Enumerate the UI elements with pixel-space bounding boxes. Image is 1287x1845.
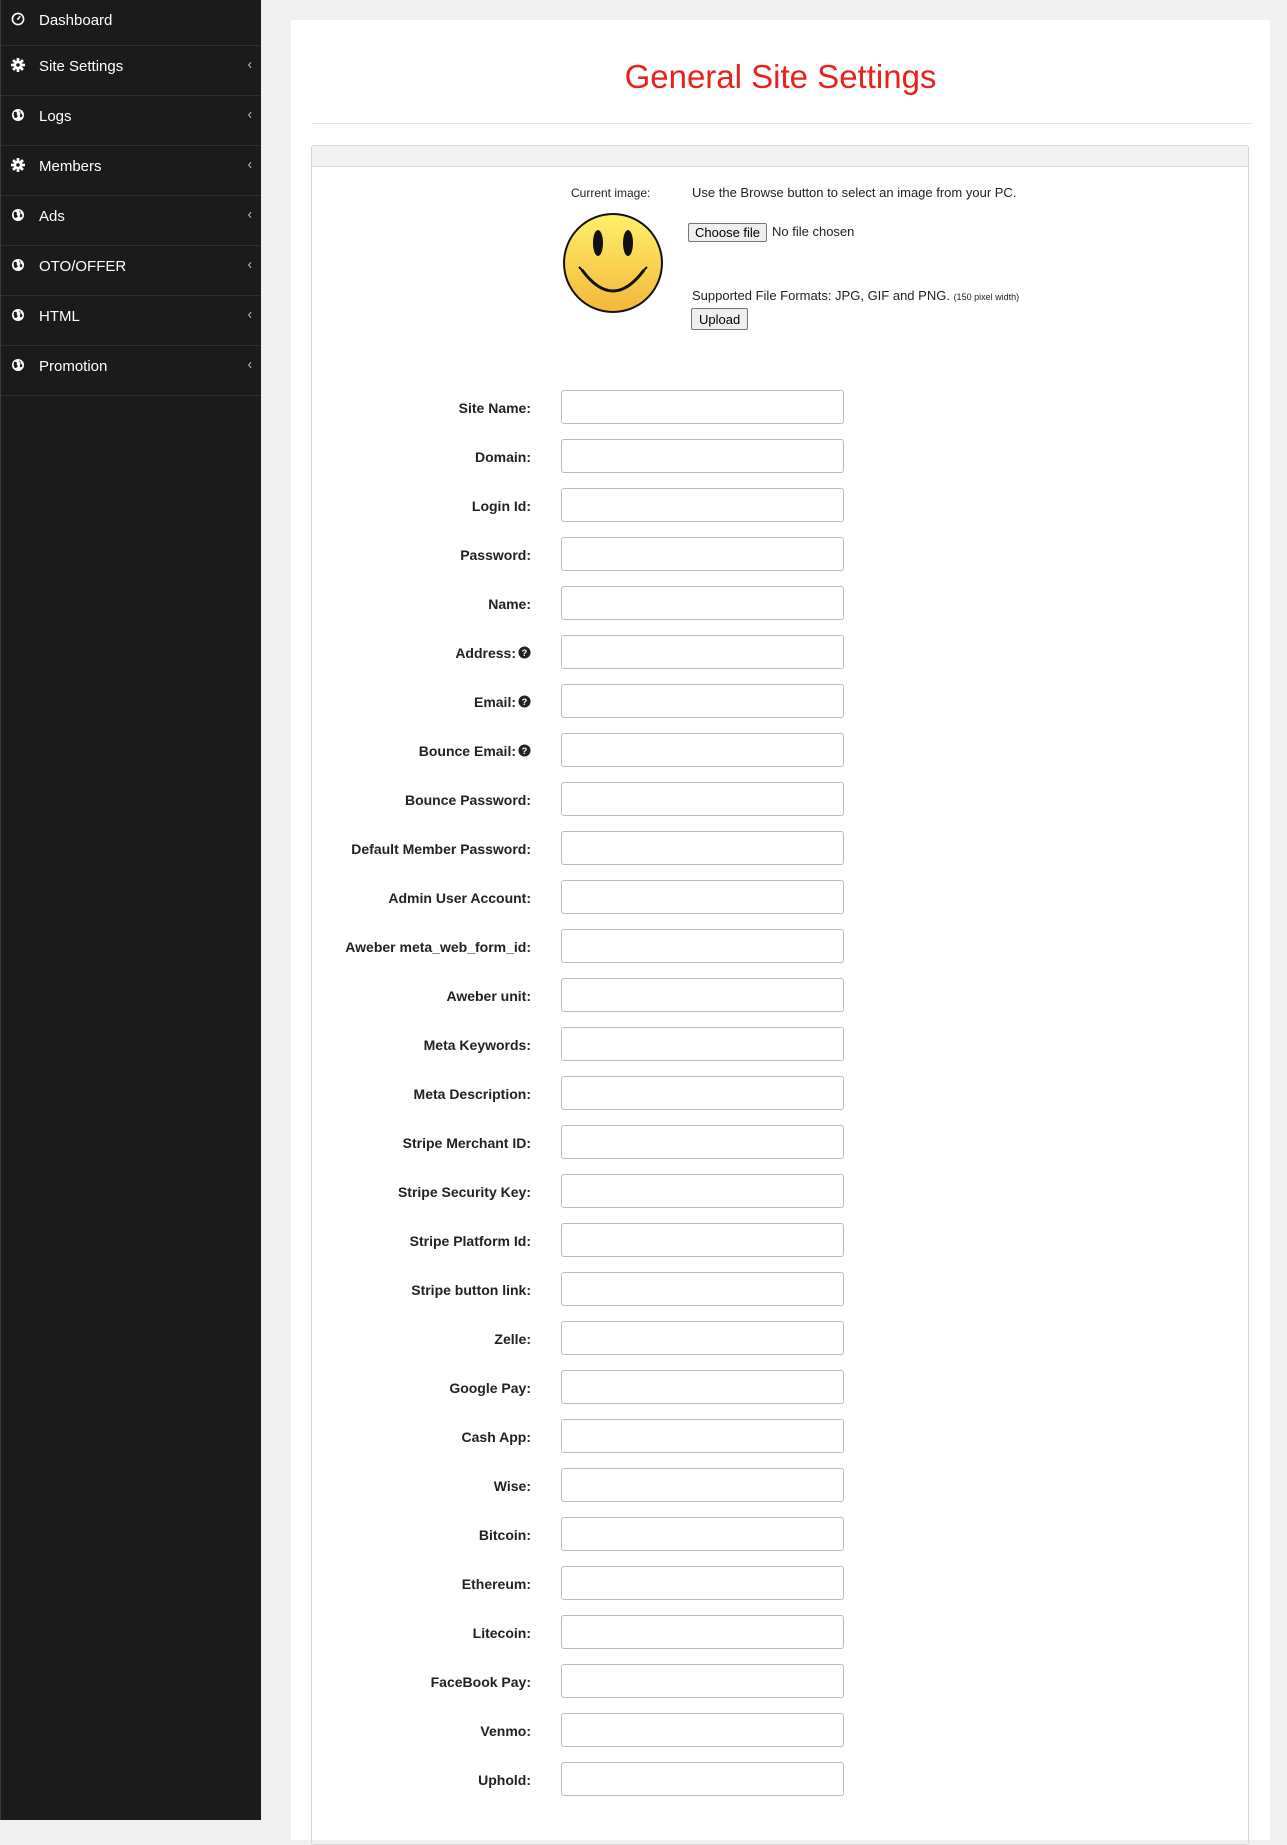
bounce-password-input[interactable] xyxy=(561,782,844,816)
field-label xyxy=(480,1723,531,1739)
field-label-text: Ethereum: xyxy=(461,1576,531,1592)
password-input[interactable] xyxy=(561,537,844,571)
field-label-text: Stripe Security Key: xyxy=(397,1184,531,1200)
cash-app-input[interactable] xyxy=(561,1419,844,1453)
smiley-face-icon xyxy=(562,212,664,314)
field-label-text: FaceBook Pay: xyxy=(430,1674,531,1690)
wise-input[interactable] xyxy=(561,1468,844,1502)
chevron-left-icon xyxy=(246,310,254,320)
form-row xyxy=(312,1125,1248,1174)
form-row xyxy=(312,1076,1248,1125)
field-label xyxy=(475,449,531,465)
site-name-input[interactable] xyxy=(561,390,844,424)
bounce-email-input[interactable] xyxy=(561,733,844,767)
form-row xyxy=(312,1468,1248,1517)
form-row xyxy=(312,1419,1248,1468)
form-row xyxy=(312,1615,1248,1664)
settings-form xyxy=(311,145,1249,1845)
litecoin-input[interactable] xyxy=(561,1615,844,1649)
sidebar-item-label: Members xyxy=(39,158,102,175)
sidebar-item-site-settings[interactable] xyxy=(1,46,261,96)
sidebar-item-label: HTML xyxy=(39,308,80,325)
sidebar-item-label: Logs xyxy=(39,108,72,125)
sidebar-item-dashboard[interactable] xyxy=(1,0,261,46)
sidebar xyxy=(0,0,261,1820)
form-row xyxy=(312,929,1248,978)
domain-input[interactable] xyxy=(561,439,844,473)
field-label-text: Wise: xyxy=(493,1478,531,1494)
globe-icon xyxy=(11,358,25,372)
sidebar-item-label: Dashboard xyxy=(39,12,113,29)
stripe-platform-id-input[interactable] xyxy=(561,1223,844,1257)
sidebar-item-logs[interactable] xyxy=(1,96,261,146)
sidebar-item-oto-offer[interactable] xyxy=(1,246,261,296)
page-title: General Site Settings xyxy=(624,58,937,95)
field-label-text: Admin User Account: xyxy=(388,890,531,906)
field-label-text: Stripe Merchant ID: xyxy=(402,1135,531,1151)
aweber-meta-web-form-id-input[interactable] xyxy=(561,929,844,963)
field-label xyxy=(419,743,531,759)
chevron-left-icon xyxy=(246,210,254,220)
dashboard-icon xyxy=(11,12,25,26)
field-label-text: Bounce Password: xyxy=(404,792,531,808)
venmo-input[interactable] xyxy=(561,1713,844,1747)
field-label xyxy=(411,1282,531,1298)
field-label xyxy=(403,1135,531,1151)
field-label xyxy=(460,547,531,563)
form-row xyxy=(312,1370,1248,1419)
uphold-input[interactable] xyxy=(561,1762,844,1796)
field-label xyxy=(472,498,531,514)
address-input[interactable] xyxy=(561,635,844,669)
form-row xyxy=(312,1762,1248,1811)
chevron-left-icon xyxy=(246,60,254,70)
choose-file-button[interactable]: Choose file xyxy=(688,223,767,242)
form-row xyxy=(312,1174,1248,1223)
main-panel xyxy=(291,20,1270,1840)
field-label-text: Venmo: xyxy=(480,1723,531,1739)
sidebar-item-label: Site Settings xyxy=(39,58,124,75)
sidebar-item-html[interactable] xyxy=(1,296,261,346)
form-row xyxy=(312,978,1248,1027)
globe-icon xyxy=(11,108,25,122)
help-icon xyxy=(518,744,531,757)
field-label xyxy=(424,1037,531,1053)
browse-hint: Use the Browse button to select an image from your PC. xyxy=(692,185,1017,200)
form-row xyxy=(312,488,1248,537)
field-label xyxy=(398,1184,531,1200)
form-row xyxy=(312,537,1248,586)
field-label-text: Stripe Platform Id: xyxy=(409,1233,531,1249)
login-id-input[interactable] xyxy=(561,488,844,522)
field-label-text: Cash App: xyxy=(461,1429,531,1445)
form-row xyxy=(312,1027,1248,1076)
field-label-text: Password: xyxy=(460,547,531,563)
field-label xyxy=(459,400,531,416)
globe-icon xyxy=(11,308,25,322)
facebook-pay-input[interactable] xyxy=(561,1664,844,1698)
field-label xyxy=(474,694,531,710)
stripe-security-key-input[interactable] xyxy=(561,1174,844,1208)
default-member-password-input[interactable] xyxy=(561,831,844,865)
ethereum-input[interactable] xyxy=(561,1566,844,1600)
svg-text:?: ? xyxy=(521,696,528,707)
field-label xyxy=(345,939,531,955)
field-label xyxy=(446,988,531,1004)
bitcoin-input[interactable] xyxy=(561,1517,844,1551)
form-row xyxy=(312,1321,1248,1370)
sidebar-item-members[interactable] xyxy=(1,146,261,196)
admin-user-account-input[interactable] xyxy=(561,880,844,914)
field-label xyxy=(494,1331,531,1347)
svg-text:?: ? xyxy=(521,745,528,756)
field-label xyxy=(494,1478,531,1494)
email-input[interactable] xyxy=(561,684,844,718)
svg-text:?: ? xyxy=(521,647,528,658)
field-label xyxy=(431,1674,531,1690)
zelle-input[interactable] xyxy=(561,1321,844,1355)
form-row xyxy=(312,684,1248,733)
field-label xyxy=(414,1086,531,1102)
field-label xyxy=(473,1625,531,1641)
form-row xyxy=(312,635,1248,684)
form-row xyxy=(312,880,1248,929)
field-label-text: Default Member Password: xyxy=(351,841,531,857)
gear-icon xyxy=(11,58,25,72)
field-label-text: Bitcoin: xyxy=(478,1527,531,1543)
chevron-left-icon xyxy=(246,260,254,270)
field-label xyxy=(410,1233,531,1249)
field-label xyxy=(449,1380,531,1396)
field-label xyxy=(388,890,531,906)
name-input[interactable] xyxy=(561,586,844,620)
field-label-text: Zelle: xyxy=(494,1331,531,1347)
field-label-text: Litecoin: xyxy=(472,1625,531,1641)
field-label xyxy=(455,645,531,661)
field-label-text: Domain: xyxy=(475,449,531,465)
form-row xyxy=(312,831,1248,880)
field-label xyxy=(351,841,531,857)
field-label xyxy=(479,1527,531,1543)
stripe-merchant-id-input[interactable] xyxy=(561,1125,844,1159)
form-row xyxy=(312,733,1248,782)
field-label-text: Stripe button link: xyxy=(411,1282,531,1298)
aweber-unit-input[interactable] xyxy=(561,978,844,1012)
form-row xyxy=(312,586,1248,635)
form-row xyxy=(312,1517,1248,1566)
form-row xyxy=(312,390,1248,439)
globe-icon xyxy=(11,208,25,222)
field-label-text: Google Pay: xyxy=(449,1380,531,1396)
google-pay-input[interactable] xyxy=(561,1370,844,1404)
sidebar-item-label: OTO/OFFER xyxy=(39,258,127,275)
settings-fields xyxy=(312,390,1248,1811)
form-row xyxy=(312,1272,1248,1321)
field-label-text: Login Id: xyxy=(471,498,531,514)
field-label xyxy=(462,1429,531,1445)
help-icon xyxy=(518,695,531,708)
upload-button[interactable]: Upload xyxy=(691,308,748,330)
field-label xyxy=(478,1772,531,1788)
field-label-text: Meta Description: xyxy=(413,1086,531,1102)
field-label-text: Name: xyxy=(488,596,531,612)
help-icon xyxy=(518,646,531,659)
form-header-bar xyxy=(312,146,1248,167)
field-label-text: Meta Keywords: xyxy=(423,1037,531,1053)
field-label-text: Site Name: xyxy=(458,400,531,416)
sidebar-item-label: Promotion xyxy=(39,358,108,375)
sidebar-item-ads[interactable] xyxy=(1,196,261,246)
sidebar-item-promotion[interactable] xyxy=(1,346,261,396)
supported-formats-text: Supported File Formats: JPG, GIF and PNG. xyxy=(692,288,950,303)
form-row xyxy=(312,1713,1248,1762)
field-label xyxy=(488,596,531,612)
meta-keywords-input[interactable] xyxy=(561,1027,844,1061)
current-image-label: Current image: xyxy=(571,186,651,200)
no-file-text: No file chosen xyxy=(772,224,855,239)
field-label-text: Aweber meta_web_form_id: xyxy=(345,939,531,955)
field-label-text: Email: xyxy=(473,694,516,710)
sidebar-item-label: Ads xyxy=(39,208,65,225)
title-divider xyxy=(311,123,1251,124)
field-label-text: Address: xyxy=(455,645,516,661)
field-label xyxy=(405,792,531,808)
chevron-left-icon xyxy=(246,160,254,170)
supported-formats xyxy=(692,288,1019,303)
chevron-left-icon xyxy=(246,110,254,120)
gear-icon xyxy=(11,158,25,172)
field-label-text: Aweber unit: xyxy=(446,988,531,1004)
field-label-text: Bounce Email: xyxy=(418,743,516,759)
globe-icon xyxy=(11,258,25,272)
stripe-button-link-input[interactable] xyxy=(561,1272,844,1306)
form-row xyxy=(312,782,1248,831)
field-label-text: Uphold: xyxy=(478,1772,531,1788)
formats-note: (150 pixel width) xyxy=(953,292,1020,302)
field-label xyxy=(462,1576,531,1592)
form-row xyxy=(312,439,1248,488)
meta-description-input[interactable] xyxy=(561,1076,844,1110)
form-row xyxy=(312,1566,1248,1615)
chevron-left-icon xyxy=(246,360,254,370)
form-row xyxy=(312,1223,1248,1272)
form-row xyxy=(312,1664,1248,1713)
